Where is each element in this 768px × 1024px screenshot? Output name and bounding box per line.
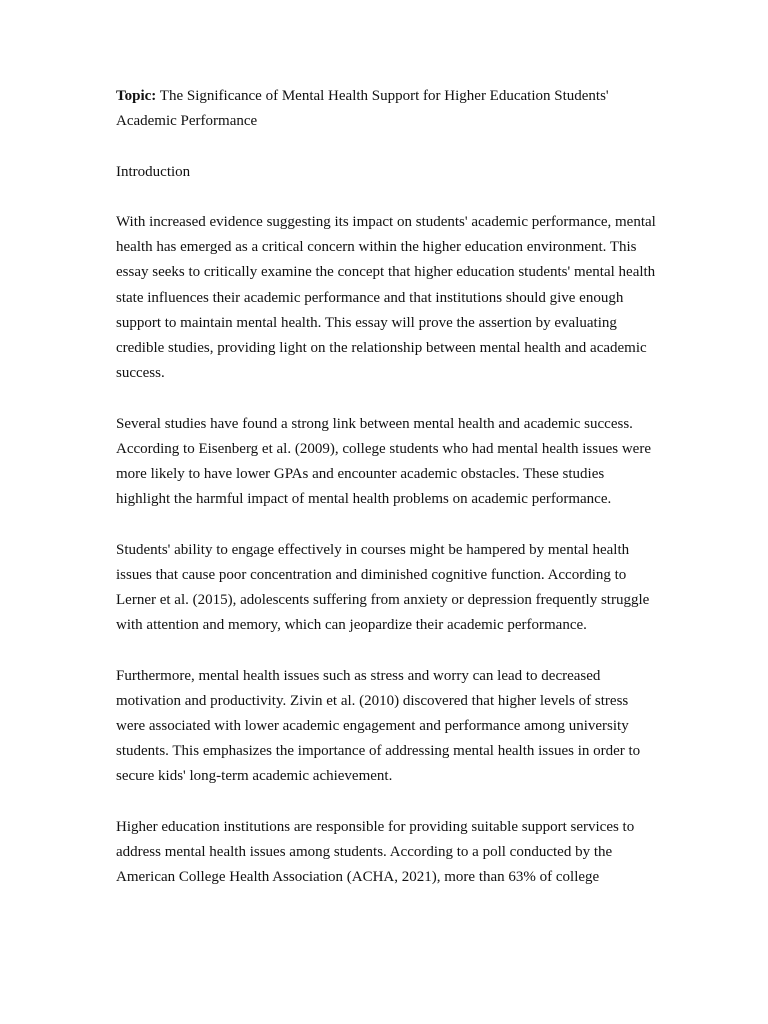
document-body bbox=[116, 84, 656, 916]
paragraph-2: Several studies have found a strong link between mental health and academic success. According to Eisenberg et al. (2009), college students who had mental health issues were more likely to have lower GPAs and encounter academic obstacles. These studies highlight the harmful impact of mental health problems on academic performance. bbox=[116, 415, 651, 508]
paragraph-1: With increased evidence suggesting its impact on students' academic performance, mental health has emerged as a critical concern within the higher education environment. This essay seeks to critically examine the concept that higher education students' mental health state influences their academic performance and that institutions should give enough support to maintain mental health. This essay will prove the assertion by evaluating credible studies, providing light on the relationship between mental health and academic success. bbox=[116, 213, 656, 382]
paragraph-5: Higher education institutions are responsible for providing suitable support services to address mental health issues among students. According to a poll conducted by the American College Health Association (ACHA, 2021), more than 63% of college bbox=[116, 818, 635, 886]
paragraph-3: Students' ability to engage effectively in courses might be hampered by mental health issues that cause poor concentration and diminished cognitive function. According to Lerner et al. (2015), adolescents suffering from anxiety or depression frequently struggle with attention and memory, which can jeopardize their academic performance. bbox=[116, 541, 650, 634]
topic-label: Topic: bbox=[116, 88, 157, 104]
document-title bbox=[116, 84, 656, 134]
section-heading-introduction: Introduction bbox=[116, 163, 191, 180]
topic-text: The Significance of Mental Health Support for Higher Education Students' Academic Performance bbox=[116, 88, 609, 130]
paragraph-4: Furthermore, mental health issues such as stress and worry can lead to decreased motivation and productivity. Zivin et al. (2010) discovered that higher levels of stress were associated with lower academic engagement and performance among university students. This emphasizes the importance of addressing mental health issues in order to secure kids' long-term academic achievement. bbox=[116, 667, 641, 785]
